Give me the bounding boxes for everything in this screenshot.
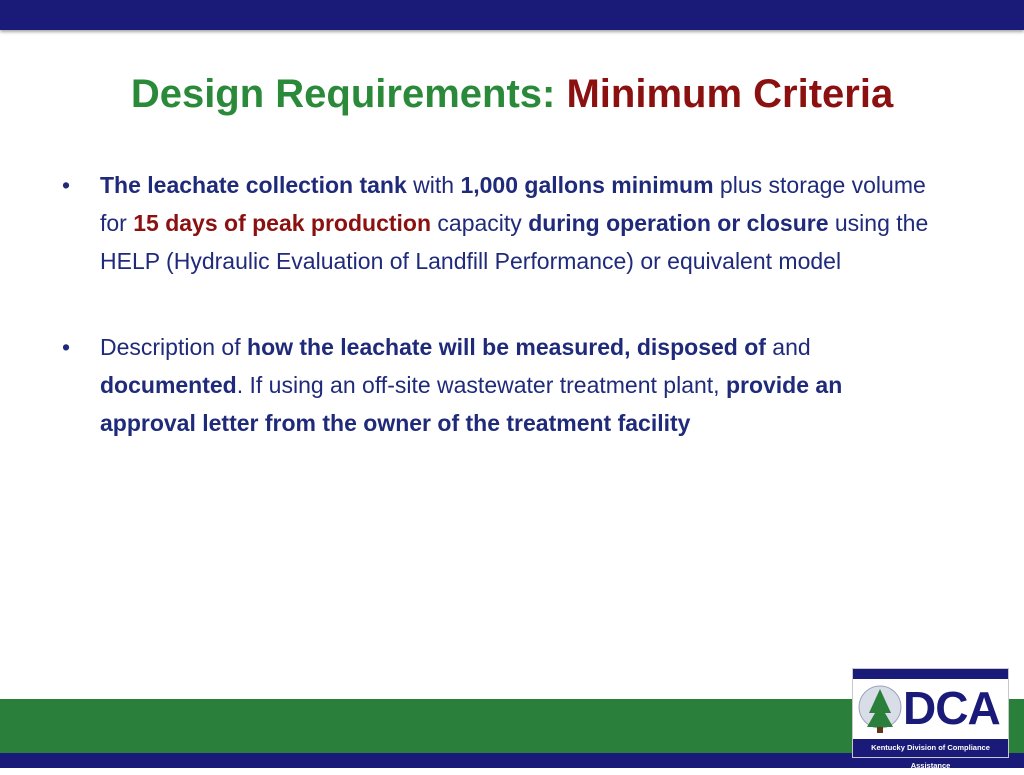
bullet-item-1 (62, 166, 942, 280)
bullet2-s4: documented (100, 372, 237, 398)
bullet2-s1: Description of (100, 334, 248, 360)
globe-tree-icon (857, 683, 903, 737)
bullet-dot: • (62, 172, 71, 198)
bullet1-s5: 15 days of peak production (133, 210, 432, 236)
logo-text: DCA (903, 682, 1000, 734)
bullet1-s4: plus storage volume for (100, 172, 926, 236)
slide-title (0, 72, 1024, 117)
bullet1-s6: capacity (431, 210, 529, 236)
title-part1: Design Requirements: (130, 72, 567, 116)
dca-logo (852, 668, 1009, 770)
bullet1-s2: with (406, 172, 461, 198)
title-part2: Minimum Criteria (566, 72, 894, 116)
bullet-dot: • (62, 334, 71, 360)
bullet2-s3: and (765, 334, 811, 360)
bullet-item-2 (62, 328, 942, 442)
bullet2-s2: how the leachate will be measured, disposed of (247, 334, 766, 360)
slide-content (62, 166, 942, 490)
logo-top-stripe (853, 669, 1008, 679)
bullet1-s3: 1,000 gallons minimum (460, 172, 714, 198)
top-bar (0, 0, 1024, 30)
bullet1-s8: using the HELP (Hydraulic Evaluation of Landfill Performance) or equivalent model (100, 210, 929, 274)
bullet2-s6: provide an approval letter from the owner of the treatment facility (100, 372, 843, 436)
bullet2-s5: . If using an off-site wastewater treatment plant, (236, 372, 726, 398)
logo-caption: Kentucky Division of Compliance Assistance (853, 739, 1008, 757)
bullet1-s1: The leachate collection tank (100, 172, 407, 198)
bullet1-s7: during operation or closure (528, 210, 829, 236)
